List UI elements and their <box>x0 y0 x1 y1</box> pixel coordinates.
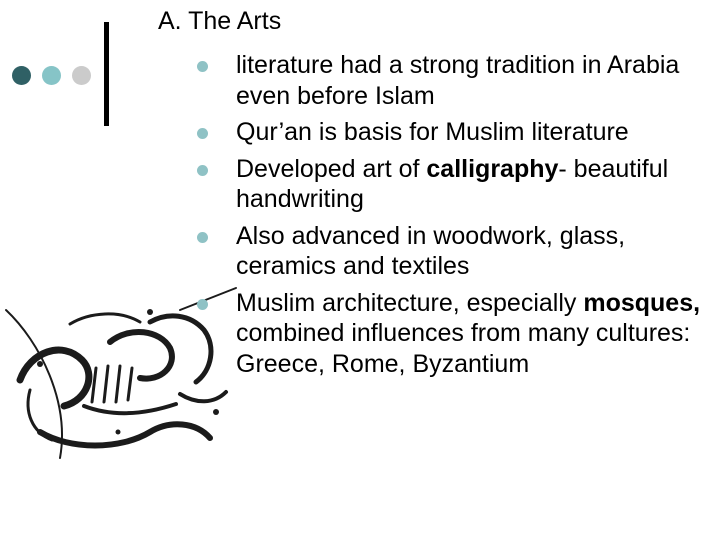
bullet-item <box>194 50 714 111</box>
bullet-marker-icon <box>197 61 208 72</box>
bullet-marker-icon <box>197 128 208 139</box>
bullet-text-segment: Qur’an is basis for Muslim literature <box>236 118 629 146</box>
bullet-item <box>194 288 714 380</box>
dot-gray-icon <box>72 66 91 85</box>
slide-title: A. The Arts <box>158 7 282 35</box>
bullet-text-segment: Also advanced in woodwork, glass, ceramics and textiles <box>236 221 626 280</box>
bullet-text <box>236 118 629 146</box>
bullet-text-segment: combined influences from many cultures: Greece, Rome, Byzantium <box>236 319 691 378</box>
bullet-item <box>194 117 714 148</box>
dot-dark-icon <box>12 66 31 85</box>
vertical-divider <box>104 22 109 126</box>
bullet-item <box>194 154 714 215</box>
bullet-text-segment: Developed art of <box>236 154 427 183</box>
bullet-text <box>236 222 625 281</box>
bullet-text-segment: Muslim architecture, especially <box>236 288 584 317</box>
bullet-marker-icon <box>197 232 208 243</box>
bullet-list <box>194 50 714 385</box>
bullet-text <box>236 155 668 214</box>
bullet-text-segment: literature had a strong tradition in Arabia even before Islam <box>236 51 680 110</box>
bullet-text <box>236 289 700 378</box>
bullet-marker-icon <box>197 299 208 310</box>
decorative-dots <box>0 0 100 140</box>
dot-teal-icon <box>42 66 61 85</box>
bullet-text <box>236 51 679 110</box>
bullet-text-emphasis: mosques, <box>583 288 701 317</box>
bullet-text-segment: - beautiful handwriting <box>236 154 669 213</box>
bullet-item <box>194 221 714 282</box>
bullet-marker-icon <box>197 165 208 176</box>
bullet-text-emphasis: calligraphy <box>426 154 559 183</box>
